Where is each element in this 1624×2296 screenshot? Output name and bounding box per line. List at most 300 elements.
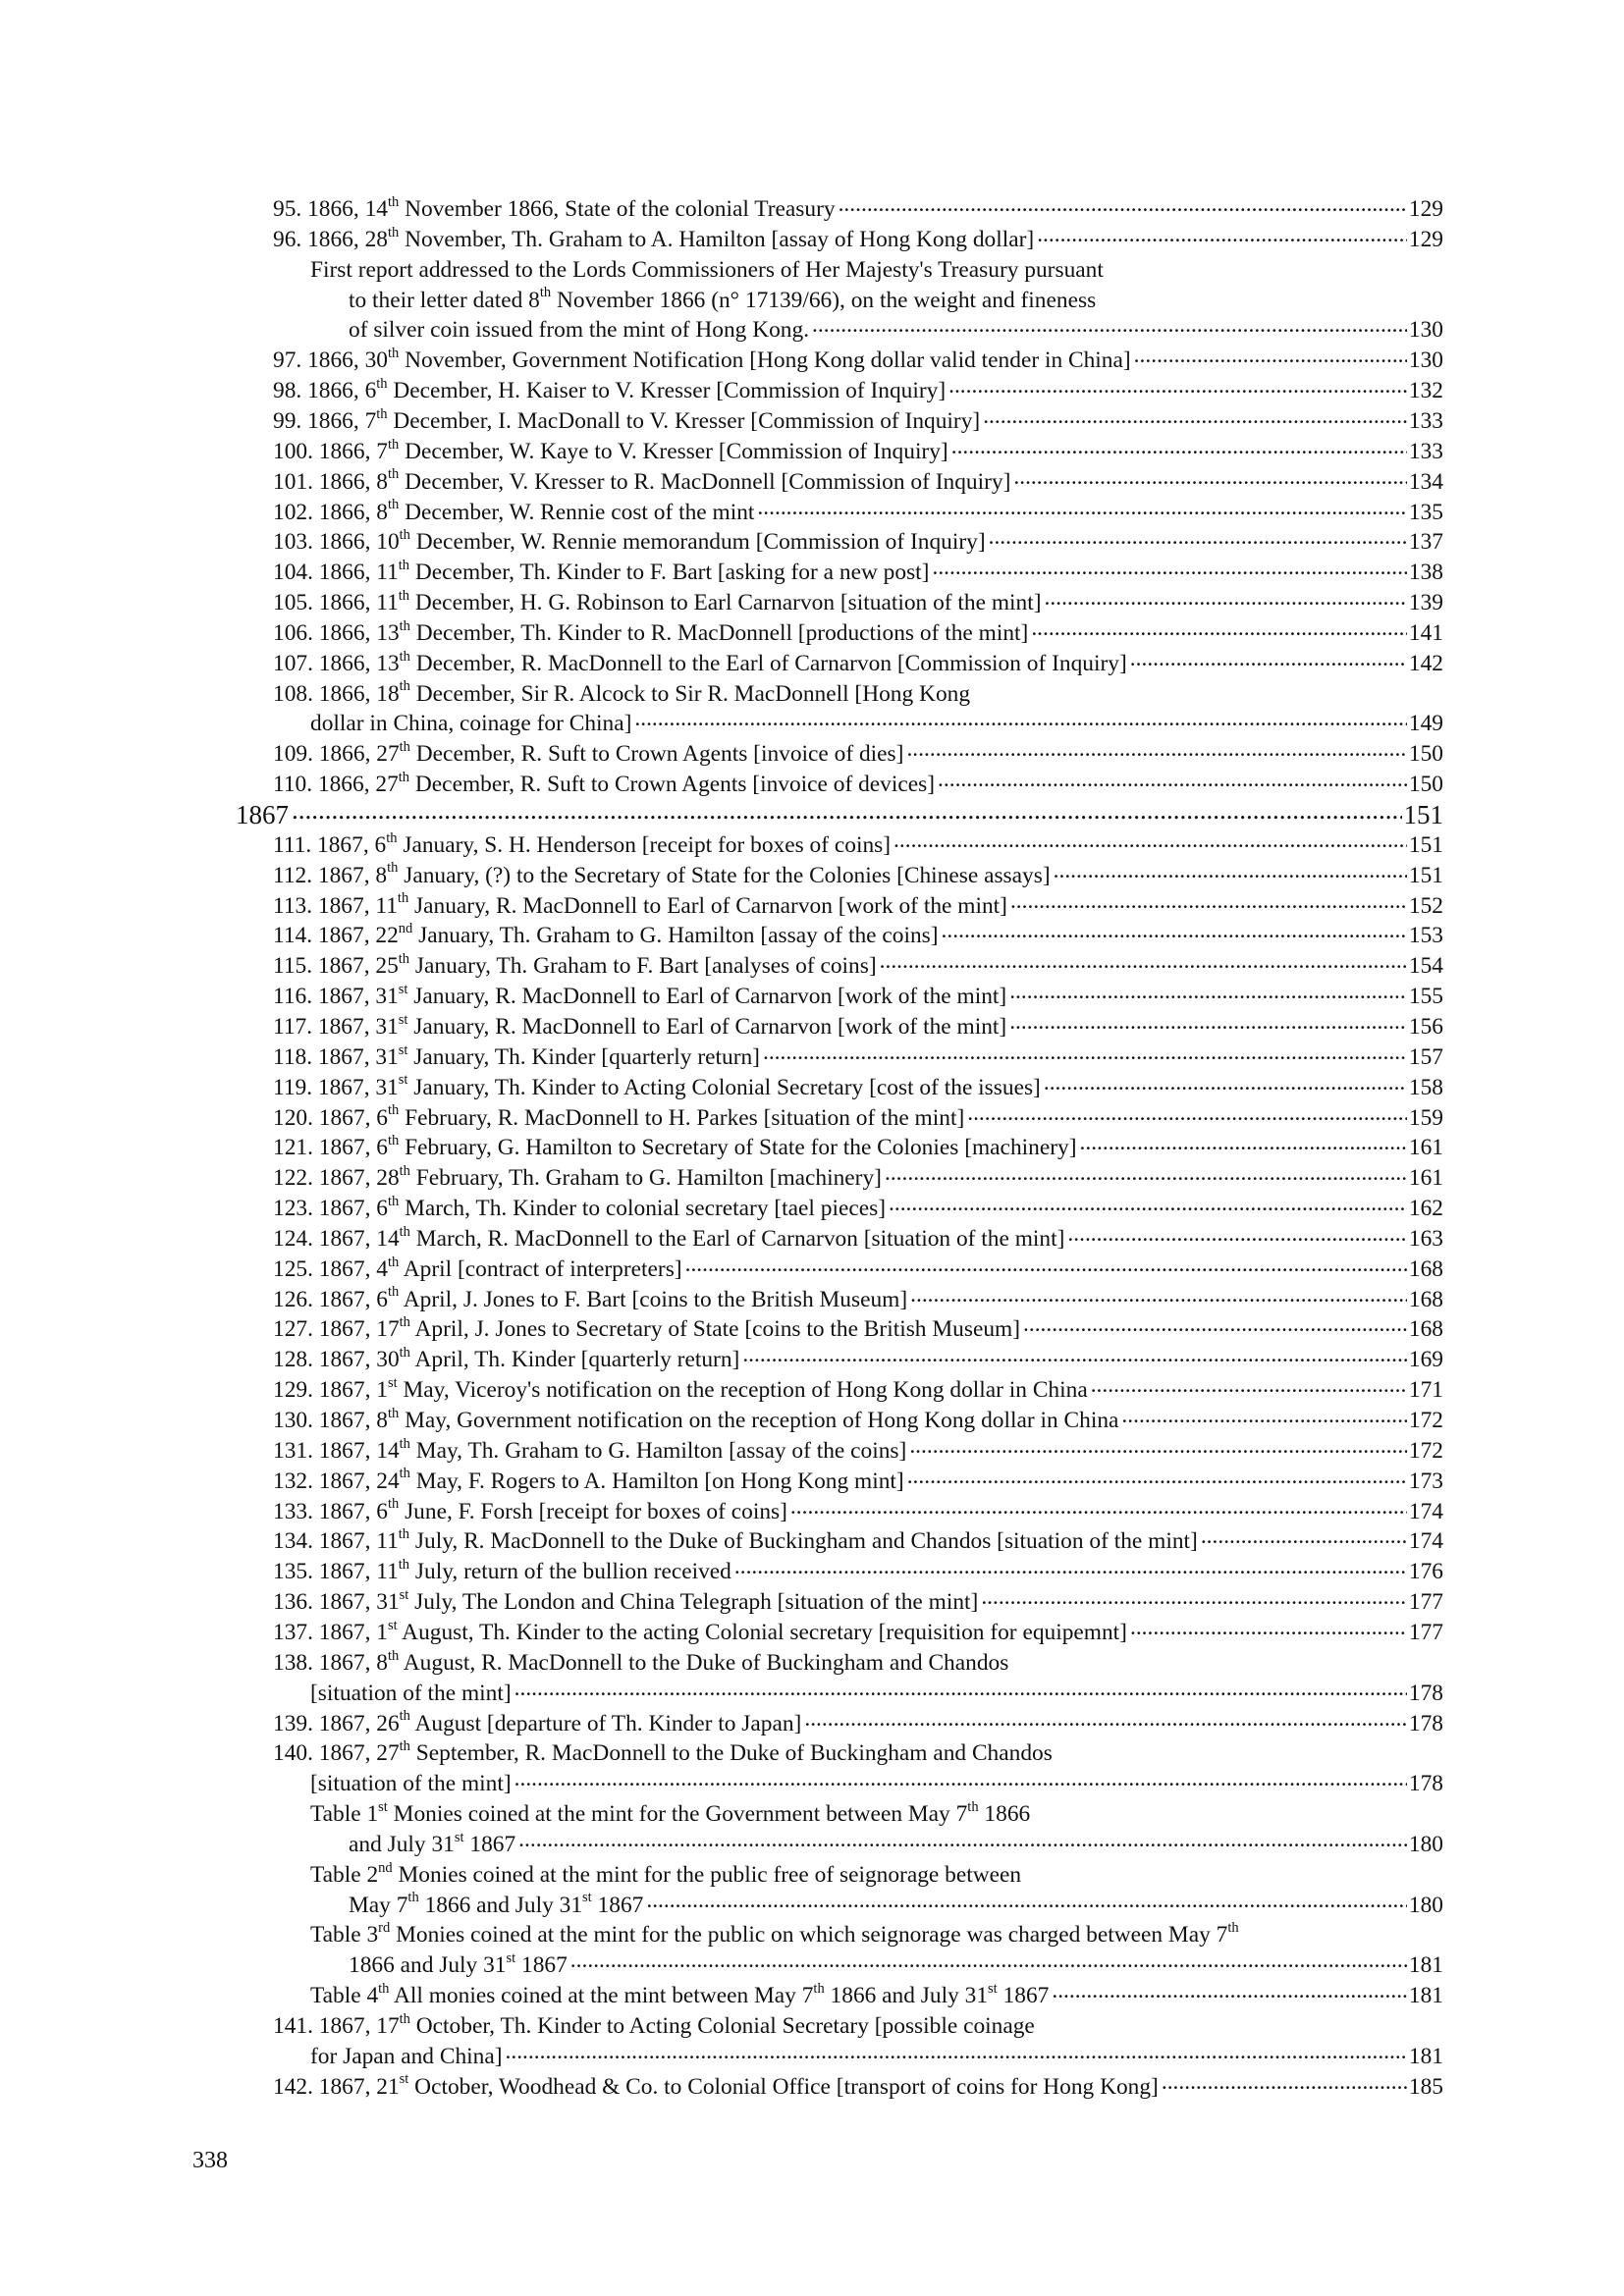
- dot-leader: [1201, 1523, 1407, 1550]
- ordinal-suffix: th: [398, 1557, 410, 1574]
- dot-leader: [292, 797, 1402, 824]
- dot-leader: [948, 373, 1407, 400]
- title-text: May, Government notification on the reception of Hong Kong dollar in China: [399, 1408, 1119, 1433]
- toc-page-number: 168: [1408, 1286, 1443, 1312]
- dot-leader: [734, 1554, 1407, 1580]
- title-text: April, J. Jones to F. Bart [coins to the British Museum]: [399, 1286, 908, 1312]
- toc-page-number: 161: [1408, 1135, 1443, 1161]
- toc-entry: [273, 344, 1443, 374]
- toc-entry: [273, 768, 1443, 798]
- toc-page-number: 168: [1408, 1255, 1443, 1282]
- title-text: 104. 1866, 11: [273, 560, 399, 586]
- toc-entry-title: [349, 1829, 516, 1858]
- dot-leader: [514, 1766, 1407, 1792]
- toc-page-number: 162: [1408, 1196, 1443, 1222]
- toc-entry: [273, 223, 1443, 253]
- toc-entry-title: [310, 1922, 1239, 1949]
- toc-entry-title: [273, 1135, 1077, 1161]
- ordinal-suffix: st: [506, 1950, 516, 1967]
- toc-entry-title: [273, 1223, 1065, 1253]
- toc-entry-title: [310, 1771, 512, 1797]
- ordinal-suffix: th: [398, 1526, 410, 1543]
- toc-page-number: 173: [1408, 1468, 1443, 1494]
- toc-entry: [273, 404, 1443, 435]
- ordinal-suffix: th: [399, 648, 410, 665]
- ordinal-suffix: st: [399, 2071, 409, 2088]
- ordinal-suffix: th: [387, 1284, 400, 1301]
- title-text: May 7: [349, 1892, 408, 1918]
- title-text: 113. 1867, 11: [273, 892, 398, 919]
- toc-entry-title: [310, 1859, 1022, 1889]
- title-text: February, Th. Graham to G. Hamilton [machinery]: [409, 1165, 882, 1192]
- title-text: November 1866, State of the colonial Treasury: [399, 196, 836, 222]
- toc-entry-title: [273, 1528, 1198, 1555]
- dot-leader: [932, 555, 1406, 581]
- ordinal-suffix: th: [387, 497, 400, 513]
- toc-page-number: 151: [1403, 800, 1443, 829]
- title-text: 125. 1867, 4: [273, 1255, 388, 1282]
- dot-leader: [1037, 222, 1407, 248]
- title-text: April, J. Jones to Secretary of State [coins to the British Museum]: [409, 1316, 1020, 1343]
- toc-entry-title: [273, 769, 936, 798]
- title-text: 109. 1866, 27: [273, 741, 400, 768]
- toc-page-number: 129: [1408, 226, 1443, 252]
- dot-leader: [742, 1342, 1407, 1368]
- title-text: Table 1: [310, 1801, 379, 1828]
- title-text: April [contract of interpreters]: [399, 1255, 682, 1282]
- title-text: November 1866 (n° 17139/66), on the weight and fineness: [551, 287, 1097, 313]
- dot-leader: [885, 1160, 1407, 1187]
- toc-entry: [273, 1585, 1443, 1616]
- toc-page-number: 169: [1408, 1347, 1443, 1373]
- toc-entry: [273, 2070, 1443, 2101]
- toc-page-number: 157: [1408, 1043, 1443, 1070]
- title-text: December, Sir R. Alcock to Sir R. MacDonnell [Hong Kong: [409, 680, 971, 707]
- toc-entry: [273, 1071, 1443, 1101]
- ordinal-suffix: st: [582, 1890, 592, 1906]
- ordinal-suffix: th: [1227, 1920, 1239, 1937]
- toc-entry-title: [273, 1256, 682, 1283]
- toc-year-heading: [236, 798, 1443, 828]
- toc-entry-title: [273, 923, 939, 949]
- toc-page-number: 153: [1408, 923, 1443, 949]
- toc-entry: [273, 919, 1443, 949]
- toc-entry-title: [273, 741, 903, 768]
- ordinal-suffix: st: [378, 1798, 388, 1815]
- title-text: May, Th. Graham to G. Hamilton [assay of the coins]: [409, 1437, 907, 1464]
- toc-entry: [273, 980, 1443, 1010]
- toc-entry: [310, 2040, 1443, 2070]
- toc-entry-title: [273, 1041, 760, 1071]
- title-text: 124. 1867, 14: [273, 1225, 400, 1252]
- title-text: December, H. Kaiser to V. Kresser [Commission of Inquiry]: [387, 378, 947, 404]
- ordinal-suffix: st: [988, 1980, 998, 1997]
- toc-entry: [273, 556, 1443, 586]
- title-text: January, Th. Kinder [quarterly return]: [407, 1043, 760, 1070]
- toc-page-number: 132: [1408, 378, 1443, 404]
- toc-entry: [310, 1918, 1239, 1949]
- title-text: December, V. Kresser to R. MacDonnell [Commission of Inquiry]: [399, 468, 1011, 495]
- dot-leader: [983, 403, 1407, 430]
- toc-entry: [310, 1797, 1030, 1828]
- dot-leader: [1054, 858, 1407, 884]
- toc-entry-title: [273, 529, 986, 556]
- ordinal-suffix: th: [387, 466, 400, 483]
- title-text: 108. 1866, 18: [273, 680, 400, 707]
- ordinal-suffix: th: [386, 829, 398, 846]
- ordinal-suffix: th: [397, 890, 409, 907]
- toc-page-number: 138: [1408, 560, 1443, 586]
- toc-page-number: 142: [1408, 650, 1443, 676]
- toc-page-number: 139: [1408, 590, 1443, 616]
- toc-entry: [273, 1555, 1443, 1585]
- ordinal-suffix: th: [399, 739, 410, 756]
- toc-entry: [273, 1041, 1443, 1071]
- toc-entry-title: [273, 678, 971, 708]
- title-text: January, (?) to the Secretary of State for the Colonies [Chinese assays]: [398, 862, 1051, 888]
- dot-leader: [518, 1827, 1407, 1853]
- toc-entry: [273, 737, 1443, 768]
- title-text: March, Th. Kinder to colonial secretary [tael pieces]: [399, 1196, 886, 1222]
- toc-page-number: 181: [1408, 1983, 1443, 2009]
- toc-entry: [273, 192, 1443, 223]
- dot-leader: [685, 1252, 1407, 1278]
- title-text: All monies coined at the mint between May 7: [389, 1983, 814, 2009]
- ordinal-suffix: th: [387, 1647, 400, 1664]
- toc-page-number: 177: [1408, 1589, 1443, 1616]
- title-text: 110. 1866, 27: [273, 772, 399, 798]
- toc-page-number: 130: [1408, 347, 1443, 374]
- toc-entry-title: [273, 860, 1051, 889]
- title-text: for Japan and China]: [310, 2043, 503, 2069]
- toc-page-number: 134: [1408, 468, 1443, 495]
- title-text: 118. 1867, 31: [273, 1043, 399, 1070]
- toc-entry: [273, 1161, 1443, 1192]
- title-text: December, H. G. Robinson to Earl Carnarvon [situation of the mint]: [409, 590, 1042, 616]
- toc-page-number: 180: [1408, 1831, 1443, 1857]
- title-text: August, Th. Kinder to the acting Colonial secretary [requisition for equipemnt]: [397, 1619, 1127, 1645]
- ordinal-suffix: th: [387, 1102, 400, 1119]
- toc-entry: [310, 253, 1104, 284]
- toc-entry-title: [273, 617, 1029, 647]
- toc-entry-title: [273, 1586, 979, 1616]
- title-text: 1866 and July 31: [824, 1983, 989, 2009]
- title-text: and July 31: [349, 1831, 455, 1857]
- title-text: 100. 1866, 7: [273, 438, 388, 464]
- toc-entry: [310, 1767, 1443, 1797]
- toc-entry: [310, 707, 1443, 737]
- toc-entry-title: [273, 1496, 787, 1525]
- title-text: December, Th. Kinder to F. Bart [asking for a new post]: [409, 560, 930, 586]
- dot-leader: [951, 434, 1407, 460]
- toc-entry-title: [349, 317, 809, 344]
- toc-page-number: 158: [1408, 1074, 1443, 1100]
- toc-entry-title: [273, 1435, 907, 1465]
- title-text: 116. 1867, 31: [273, 984, 399, 1010]
- toc-page-number: 174: [1408, 1498, 1443, 1524]
- title-text: July, return of the bullion received: [409, 1559, 731, 1585]
- title-text: 1867: [463, 1831, 516, 1857]
- dot-leader: [1013, 464, 1407, 491]
- ordinal-suffix: th: [813, 1980, 825, 1997]
- dot-leader: [757, 495, 1406, 521]
- title-text: February, R. MacDonnell to H. Parkes [situation of the mint]: [399, 1104, 965, 1131]
- title-text: 133. 1867, 6: [273, 1498, 388, 1524]
- toc-entry-title: [273, 829, 892, 859]
- dot-leader: [942, 918, 1407, 944]
- ordinal-suffix: th: [387, 1254, 400, 1270]
- title-text: 106. 1866, 13: [273, 619, 400, 646]
- title-text: November, Government Notification [Hong Kong dollar valid tender in China]: [399, 347, 1131, 374]
- title-text: 134. 1867, 11: [273, 1528, 399, 1555]
- toc-entry-title: [273, 1102, 965, 1132]
- toc-entry: [273, 1192, 1443, 1222]
- title-text: 120. 1867, 6: [273, 1104, 388, 1131]
- dot-leader: [1091, 1372, 1407, 1399]
- dot-leader: [506, 2039, 1407, 2065]
- toc-page-number: 171: [1408, 1377, 1443, 1404]
- title-text: [situation of the mint]: [310, 1680, 512, 1706]
- toc-entry: [273, 1312, 1443, 1343]
- ordinal-suffix: st: [398, 981, 408, 997]
- ordinal-suffix: th: [407, 1890, 419, 1906]
- dot-leader: [1023, 1311, 1407, 1338]
- toc-entry-title: [349, 1890, 644, 1919]
- toc-entry-title: [310, 2044, 503, 2070]
- dot-leader: [989, 524, 1407, 551]
- toc-entry: [273, 374, 1443, 404]
- ordinal-suffix: th: [399, 2010, 410, 2027]
- title-text: January, Th. Graham to G. Hamilton [assay of the coins]: [412, 923, 939, 949]
- toc-entry: [349, 284, 1096, 314]
- dot-leader: [909, 1433, 1407, 1460]
- dot-leader: [1134, 343, 1407, 369]
- toc-entry-title: [273, 2010, 1035, 2040]
- title-text: 1867: [515, 1952, 568, 1979]
- toc-entry-title: [273, 375, 947, 404]
- toc-entry-title: [273, 347, 1131, 374]
- toc-entry: [273, 1465, 1443, 1495]
- ordinal-suffix: th: [398, 587, 410, 604]
- ordinal-suffix: th: [387, 436, 400, 453]
- toc-page-number: 141: [1408, 619, 1443, 646]
- title-text: July, R. MacDonnell to the Duke of Buckingham and Chandos [situation of the mint]: [409, 1528, 1198, 1555]
- toc-entry-title: [273, 1162, 882, 1192]
- toc-page-number: 159: [1408, 1104, 1443, 1131]
- dot-leader: [763, 1040, 1407, 1066]
- toc-entry-title: [273, 1284, 908, 1313]
- toc-entry-title: [310, 1798, 1031, 1828]
- title-text: Table 2: [310, 1861, 379, 1888]
- toc-entry: [273, 1616, 1443, 1646]
- title-text: December, I. MacDonall to V. Kresser [Commission of Inquiry]: [387, 407, 981, 434]
- ordinal-suffix: nd: [398, 921, 413, 937]
- dot-leader: [1121, 1403, 1406, 1429]
- toc-page-number: 137: [1408, 529, 1443, 556]
- ordinal-suffix: th: [399, 1314, 410, 1331]
- title-text: September, R. MacDonnell to the Duke of Buckingham and Chandos: [409, 1740, 1053, 1767]
- toc-page-number: 177: [1408, 1619, 1443, 1645]
- ordinal-suffix: nd: [378, 1859, 393, 1876]
- title-text: March, R. MacDonnell to the Earl of Carnarvon [situation of the mint]: [409, 1225, 1065, 1252]
- ordinal-suffix: th: [376, 405, 388, 422]
- toc-page-number: 180: [1408, 1892, 1443, 1918]
- toc-page-number: 151: [1408, 862, 1443, 888]
- toc-entry: [310, 1979, 1443, 2009]
- toc-entry-title: [310, 1980, 1050, 2009]
- dot-leader: [880, 948, 1407, 975]
- dot-leader: [1045, 585, 1407, 612]
- toc-entry: [273, 1495, 1443, 1525]
- toc-page-number: 151: [1408, 831, 1443, 858]
- ordinal-suffix: th: [399, 617, 410, 634]
- toc-page-number: 178: [1408, 1680, 1443, 1706]
- toc-page-number: 172: [1408, 1437, 1443, 1464]
- toc-page-number: 163: [1408, 1225, 1443, 1252]
- toc-entry-title: [273, 1316, 1020, 1343]
- toc-entry: [273, 1101, 1443, 1132]
- toc-entry: [273, 1707, 1443, 1737]
- dot-leader: [938, 767, 1407, 793]
- dot-leader: [570, 1948, 1407, 1974]
- toc-page-number: 130: [1408, 317, 1443, 344]
- ordinal-suffix: th: [399, 527, 410, 544]
- title-text: 111. 1867, 6: [273, 831, 387, 858]
- toc-page-number: 174: [1408, 1528, 1443, 1555]
- title-text: August, R. MacDonnell to the Duke of Buckingham and Chandos: [399, 1649, 1009, 1676]
- toc-entry-title: [273, 2071, 1159, 2101]
- ordinal-suffix: th: [398, 951, 410, 968]
- toc-entry: [273, 1646, 1008, 1677]
- title-text: 137. 1867, 1: [273, 1619, 388, 1645]
- toc-entry-title: [273, 193, 836, 223]
- title-text: dollar in China, coinage for China]: [310, 711, 632, 737]
- toc-page-number: 185: [1408, 2073, 1443, 2100]
- dot-leader: [893, 828, 1407, 854]
- ordinal-suffix: th: [399, 1435, 410, 1452]
- title-text: June, F. Forsh [receipt for boxes of coins]: [399, 1498, 787, 1524]
- title-text: 141. 1867, 17: [273, 2013, 400, 2039]
- toc-entry: [273, 1222, 1443, 1253]
- toc-page-number: 133: [1408, 407, 1443, 434]
- toc-entry: [273, 1283, 1443, 1313]
- ordinal-suffix: th: [399, 678, 410, 695]
- title-text: May, F. Rogers to A. Hamilton [on Hong Kong mint]: [409, 1468, 904, 1494]
- title-text: 1866 and July 31: [349, 1952, 507, 1979]
- title-text: January, R. MacDonnell to Earl of Carnarvon [work of the mint]: [407, 984, 1007, 1010]
- ordinal-suffix: st: [399, 1586, 409, 1603]
- toc-entry-title: [310, 257, 1104, 284]
- toc-page-number: 149: [1408, 711, 1443, 737]
- dot-leader: [804, 1706, 1407, 1733]
- ordinal-suffix: th: [399, 1708, 410, 1725]
- toc-entry: [310, 1858, 1021, 1889]
- toc-entry: [349, 313, 1443, 344]
- title-text: January, R. MacDonnell to Earl of Carnarvon [work of the mint]: [407, 1013, 1007, 1040]
- toc-entry-title: [273, 1405, 1119, 1434]
- toc-entry-title: [273, 981, 1007, 1010]
- toc-page-number: 178: [1408, 1710, 1443, 1736]
- ordinal-suffix: th: [387, 1496, 400, 1513]
- toc-page-number: 150: [1408, 741, 1443, 768]
- toc-entry-title: [273, 436, 948, 465]
- toc-page-number: 176: [1408, 1559, 1443, 1585]
- title-text: January, R. MacDonnell to Earl of Carnarvon [work of the mint]: [408, 892, 1007, 919]
- dot-leader: [1010, 888, 1407, 915]
- title-text: 1866: [978, 1801, 1031, 1828]
- title-text: December, W. Kaye to V. Kresser [Commission of Inquiry]: [399, 438, 948, 464]
- title-text: 117. 1867, 31: [273, 1013, 399, 1040]
- title-text: 115. 1867, 25: [273, 953, 399, 980]
- title-text: February, G. Hamilton to Secretary of State for the Colonies [machinery]: [399, 1135, 1077, 1161]
- title-text: May, Viceroy's notification on the reception of Hong Kong dollar in China: [397, 1377, 1088, 1404]
- title-text: 97. 1866, 30: [273, 347, 388, 374]
- toc-entry-title: [273, 1347, 739, 1373]
- toc-entry-title: [273, 1011, 1007, 1041]
- toc-page-number: 172: [1408, 1408, 1443, 1433]
- toc-entry: [273, 1434, 1443, 1465]
- title-text: December, R. Suft to Crown Agents [invoice of devices]: [409, 772, 936, 798]
- toc-entry: [273, 1736, 1053, 1767]
- toc-entry: [273, 1131, 1443, 1161]
- title-text: December, R. MacDonnell to the Earl of Carnarvon [Commission of Inquiry]: [409, 650, 1127, 676]
- toc-entry-title: [273, 466, 1011, 496]
- toc-page-number: 129: [1408, 196, 1443, 222]
- toc-entry-title: [273, 405, 981, 435]
- toc-entry-title: [310, 1681, 512, 1707]
- ordinal-suffix: rd: [378, 1920, 391, 1937]
- ordinal-suffix: st: [398, 1041, 408, 1058]
- toc-entry-title: [273, 1617, 1127, 1646]
- toc-entry-title: [273, 1468, 904, 1495]
- toc-entry-title: [349, 285, 1097, 314]
- title-text: October, Woodhead & Co. to Colonial Office [transport of coins for Hong Kong]: [408, 2073, 1159, 2100]
- title-text: 136. 1867, 31: [273, 1589, 400, 1616]
- dot-leader: [1052, 1978, 1407, 2004]
- toc-entry: [273, 949, 1443, 980]
- title-text: December, Th. Kinder to R. MacDonnell [productions of the mint]: [409, 619, 1029, 646]
- ordinal-suffix: th: [387, 1405, 400, 1421]
- ordinal-suffix: th: [376, 375, 388, 392]
- toc-entry: [273, 1253, 1443, 1283]
- toc-entry: [273, 677, 970, 708]
- title-text: 112. 1867, 8: [273, 862, 388, 888]
- toc-entry: [273, 435, 1443, 465]
- title-text: November, Th. Graham to A. Hamilton [assay of Hong Kong dollar]: [399, 226, 1035, 252]
- toc-entry: [310, 1677, 1443, 1707]
- title-text: First report addressed to the Lords Commissioners of Her Majesty's Treasury pursuant: [310, 256, 1104, 283]
- title-text: 123. 1867, 6: [273, 1196, 388, 1222]
- toc-entry: [273, 1373, 1443, 1404]
- title-text: Table 4: [310, 1983, 379, 2009]
- ordinal-suffix: th: [387, 860, 399, 877]
- title-text: October, Th. Kinder to Acting Colonial Secretary [possible coinage: [409, 2013, 1035, 2039]
- title-text: 1867: [236, 800, 289, 829]
- ordinal-suffix: th: [967, 1798, 979, 1815]
- title-text: Monies coined at the mint for the public free of seignorage between: [392, 1861, 1022, 1888]
- title-text: Monies coined at the mint for the Government between May 7: [387, 1801, 968, 1828]
- title-text: 1866 and July 31: [418, 1892, 583, 1918]
- ordinal-suffix: th: [387, 346, 400, 362]
- ordinal-suffix: th: [398, 557, 410, 573]
- title-text: 127. 1867, 17: [273, 1316, 400, 1343]
- title-text: 103. 1866, 10: [273, 529, 400, 556]
- dot-leader: [1130, 646, 1407, 672]
- toc-entry: [349, 1828, 1443, 1858]
- toc-page-number: 150: [1408, 772, 1443, 798]
- toc-page-number: 168: [1408, 1316, 1443, 1343]
- title-text: December, R. Suft to Crown Agents [invoice of dies]: [409, 741, 904, 768]
